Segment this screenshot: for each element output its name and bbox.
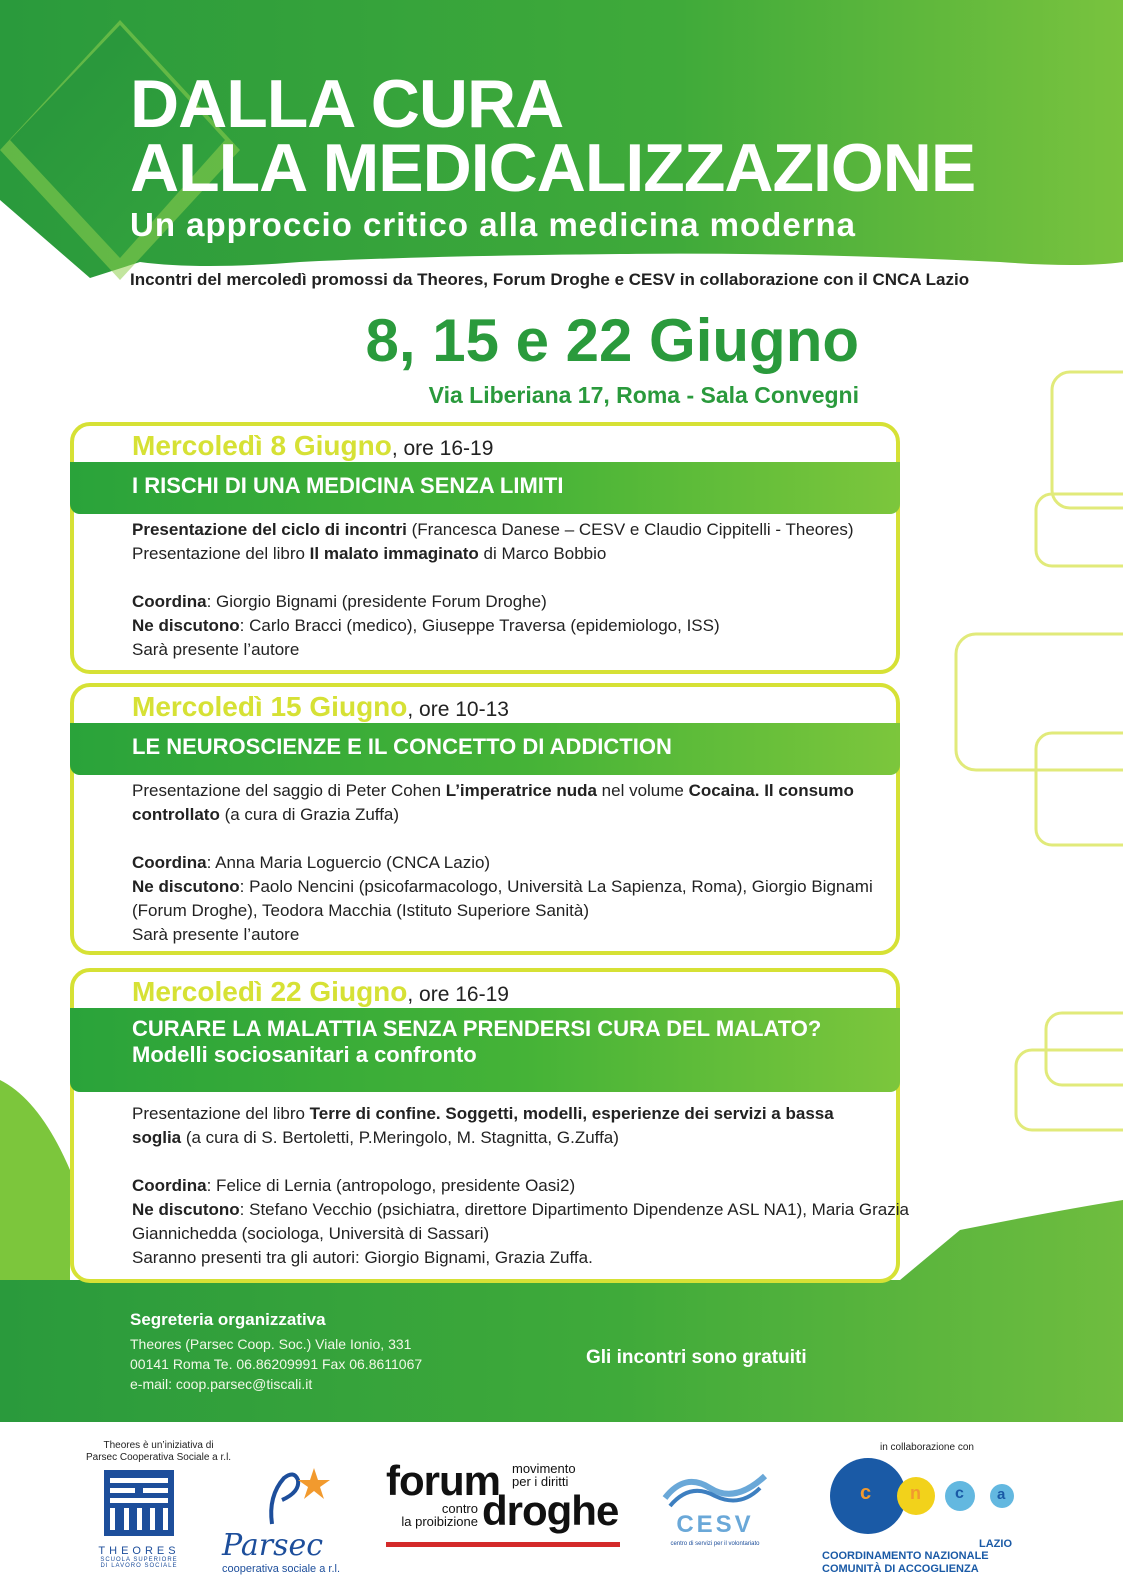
forum-word: forum [386,1457,500,1504]
cnca-letter-n: n [910,1483,921,1503]
theores-caption: Theores è un’iniziativa di Parsec Cooperativa Sociale a r.l. [86,1440,232,1463]
secretariat-address: Theores (Parsec Coop. Soc.) Viale Ionio, 331 [130,1336,412,1352]
parsec-star-icon [222,1466,352,1526]
theores-mark-icon [96,1468,182,1538]
title-line-1: DALLA CURA [130,66,564,142]
secretariat-email: e-mail: coop.parsec@tiscali.it [130,1376,313,1392]
theores-name: THEORES [98,1545,180,1557]
event-title-band [70,1008,900,1092]
event-details: Presentazione del ciclo di incontri (Francesca Danese – CESV e Claudio Cippitelli - Theores) Presentazione del libro Il malato immaginato di Marco Bobbio Coordina: Giorgio Bignami (presidente Forum Droghe) Ne discutono: Carlo Bracci (medico), Giuseppe Traversa (epidemiologo, ISS) Sarà presente l’autore [132,520,854,659]
parsec-sub: cooperativa sociale a r.l. [222,1563,341,1575]
event-date-heading: Mercoledì 15 Giugno, ore 10-13 [132,691,509,722]
collab-caption: in collaborazione con [880,1442,974,1453]
forum-red-underline [386,1542,620,1547]
forum-tag-1: movimento [512,1461,576,1476]
event-title: LE NEUROSCIENZE E IL CONCETTO DI ADDICTION [132,734,672,759]
free-admission-note: Gli incontri sono gratuiti [586,1347,807,1368]
cesv-wave-icon [660,1468,770,1508]
event-card-3 [70,968,909,1283]
event-venue: Via Liberiana 17, Roma - Sala Convegni [428,382,859,408]
parsec-logo [222,1466,352,1576]
cnca-logo [822,1456,1028,1576]
sponsor-logos [0,1422,1123,1587]
cnca-line-1: COORDINAMENTO NAZIONALE [822,1550,989,1562]
droghe-word: droghe [482,1487,619,1534]
event-card-1 [70,422,900,674]
event-title-band [70,723,900,775]
event-title: I RISCHI DI UNA MEDICINA SENZA LIMITI [132,473,564,498]
event-subtitle: Modelli sociosanitari a confronto [132,1042,477,1067]
subtitle: Un approccio critico alla medicina moderna [130,206,857,243]
event-date-heading: Mercoledì 8 Giugno, ore 16-19 [132,430,494,461]
event-dates: 8, 15 e 22 Giugno [365,307,859,374]
forum-tag-2: per i diritti [512,1474,569,1489]
cnca-letter-c1: c [860,1482,872,1504]
secretariat-phone: 00141 Roma Te. 06.86209991 Fax 06.8611067 [130,1356,423,1372]
title-line-2: ALLA MEDICALIZZAZIONE [130,130,976,206]
event-title-band [70,462,900,514]
promoters-line: Incontri del mercoledì promossi da Theores, Forum Droghe e CESV in collaborazione con il CNCA Lazio [130,270,970,289]
cnca-letter-a: a [997,1486,1006,1503]
parsec-name: Parsec [222,1528,324,1563]
cesv-name: CESV [676,1511,754,1538]
cnca-lazio: LAZIO [979,1538,1012,1550]
event-details: Presentazione del saggio di Peter Cohen L’imperatrice nuda nel volume Cocaina. Il consumo controllato (a cura di Grazia Zuffa) Coordina: Anna Maria Loguercio (CNCA Lazio) Ne discutono: Paolo Nencini (psicofarmacologo, Università La Sapienza, Roma), Giorgio Bignami (Forum Droghe), Teodora Macchia (Istituto Superiore Sanità) Sarà presente l’autore [132,781,873,944]
forum-tag-4: la proibizione [401,1514,478,1529]
secretariat-heading: Segreteria organizzativa [130,1310,326,1329]
theores-sub-1: SCUOLA SUPERIORE [100,1557,178,1563]
forum-droghe-logo [386,1457,622,1560]
event-title: CURARE LA MALATTIA SENZA PRENDERSI CURA DEL MALATO? [132,1016,822,1041]
cnca-line-2: COMUNITÀ DI ACCOGLIENZA [822,1563,979,1575]
event-date-heading: Mercoledì 22 Giugno, ore 16-19 [132,976,509,1007]
event-details: Presentazione del libro Terre di confine. Soggetti, modelli, esperienze dei servizi a bassa soglia (a cura di S. Bertoletti, P.Meringolo, M. Stagnitta, G.Zuffa) Coordina: Felice di Lernia (antropologo, presidente Oasi2) Ne discutono: Stefano Vecchio (psichiatra, direttore Dipartimento Dipendenze ASL NA1), Maria Grazia Giannichedda (sociologa, Università di Sassari) Saranno presenti tra gli autori: Giorgio Bignami, Grazia Zuffa. [132,1104,909,1267]
cesv-logo [660,1468,770,1568]
theores-sub-2: DI LAVORO SOCIALE [100,1563,178,1569]
cesv-sub: centro di servizi per il volontariato [670,1541,760,1547]
theores-logo [96,1468,182,1578]
forum-tag-3: contro [441,1501,478,1516]
cnca-letter-c2: c [955,1485,964,1502]
event-card-2 [70,683,900,955]
